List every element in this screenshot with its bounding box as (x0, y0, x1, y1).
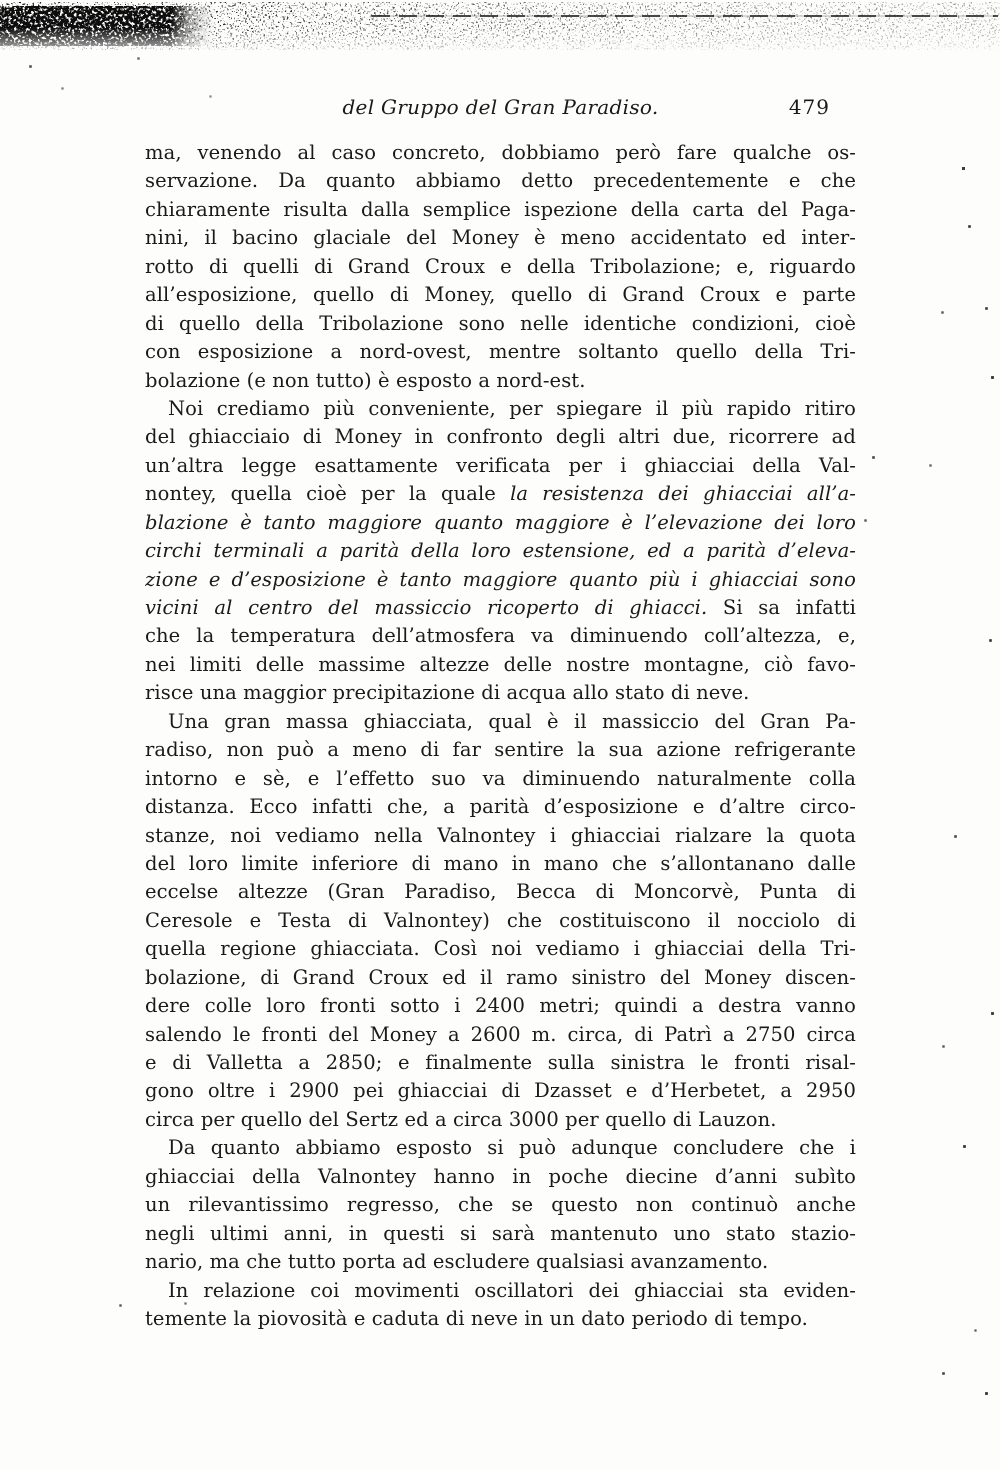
text-segment: Una gran massa ghiacciata, qual è il massiccio del Gran Pa- (168, 709, 856, 733)
text-segment: del loro limite inferiore di mano in mano che s’allontanano dalle (145, 851, 856, 875)
text-line (145, 1106, 856, 1134)
scan-specks (0, 0, 1, 1)
text-line (145, 1191, 856, 1219)
text-line (145, 224, 856, 252)
text-line (145, 566, 856, 594)
text-line (145, 1305, 856, 1333)
running-header (145, 95, 856, 121)
text-segment: del ghiacciaio di Money in confronto degli altri due, ricorrere ad (145, 425, 856, 449)
text-line (145, 651, 856, 679)
text-segment: nontey, quella cioè per la quale (145, 482, 511, 506)
text-segment: salendo le fronti del Money a 2600 m. circa, di Patrì a 2750 circa (145, 1022, 856, 1046)
text-line (145, 196, 856, 224)
page-text (145, 139, 856, 1333)
running-title: del Gruppo del Gran Paradiso. (342, 95, 659, 119)
scan-noise-band (0, 0, 1000, 64)
text-segment: Si sa infatti (707, 596, 856, 619)
text-line (145, 253, 856, 281)
text-segment: distanza. Ecco infatti che, a parità d’esposizione e d’altre circo- (145, 795, 856, 819)
text-segment: eccelse altezze (Gran Paradiso, Becca di Moncorvè, Punta di (145, 880, 856, 904)
text-segment: risce una maggior precipitazione di acqua allo stato di neve. (145, 681, 750, 705)
text-line (145, 509, 856, 537)
text-line (145, 594, 856, 622)
italic-text-segment: blazione è tanto maggiore quanto maggiore è l’elevazione dei loro (145, 510, 856, 534)
text-line (145, 281, 856, 309)
text-segment: circa per quello del Sertz ed a circa 3000 per quello di Lauzon. (145, 1107, 777, 1131)
text-segment: nario, ma che tutto porta ad escludere qualsiasi avanzamento. (145, 1250, 769, 1274)
text-segment: bolazione (e non tutto) è esposto a nord-est. (145, 368, 586, 392)
text-line (145, 708, 856, 736)
text-line (145, 878, 856, 906)
text-segment: e di Valletta a 2850; e finalmente sulla sinistra le fronti risal- (145, 1051, 856, 1074)
text-line (145, 679, 856, 707)
text-segment: un’altra legge esattamente verificata per i ghiacciai della Val- (145, 453, 856, 477)
text-segment: ma, venendo al caso concreto, dobbiamo però fare qualche os- (145, 141, 856, 164)
text-segment: che la temperatura dell’atmosfera va diminuendo coll’altezza, e, (145, 624, 856, 648)
text-line (145, 452, 856, 480)
text-segment: all’esposizione, quello di Money, quello di Grand Croux e parte (145, 283, 856, 307)
text-line (145, 139, 856, 167)
text-line (145, 480, 856, 508)
text-segment: gono oltre i 2900 pei ghiacciai di Dzasset e d’Herbetet, a 2950 (145, 1079, 856, 1103)
text-line (145, 1248, 856, 1276)
text-line (145, 537, 856, 565)
text-line (145, 1049, 856, 1077)
text-segment: Da quanto abbiamo esposto si può adunque concludere che i (168, 1136, 856, 1160)
text-line (145, 850, 856, 878)
text-line (145, 1277, 856, 1305)
text-line (145, 1021, 856, 1049)
text-line (145, 907, 856, 935)
text-line (145, 1220, 856, 1248)
text-segment: stanze, noi vediamo nella Valnontey i ghiacciai rialzare la quota (145, 823, 856, 847)
text-line (145, 765, 856, 793)
text-segment: temente la piovosità e caduta di neve in un dato periodo di tempo. (145, 1306, 808, 1330)
text-segment: In relazione coi movimenti oscillatori dei ghiacciai sta eviden- (168, 1278, 856, 1302)
text-segment: dere colle loro fronti sotto i 2400 metri; quindi a destra vanno (145, 994, 856, 1018)
text-line (145, 338, 856, 366)
page-number: 479 (788, 95, 830, 119)
text-segment: nini, il bacino glaciale del Money è meno accidentato ed inter- (145, 226, 856, 250)
text-line (145, 964, 856, 992)
italic-text-segment: zione e d’esposizione è tanto maggiore quanto più i ghiacciai sono (145, 567, 856, 591)
text-segment: nei limiti delle massime altezze delle nostre montagne, ciò favo- (145, 652, 856, 676)
italic-text-segment: vicini al centro del massiccio ricoperto di ghiacci. (145, 596, 708, 619)
text-line (145, 822, 856, 850)
text-segment: un rilevantissimo regresso, che se questo non continuò anche (145, 1193, 856, 1217)
text-segment: con esposizione a nord-ovest, mentre soltanto quello della Tri- (145, 340, 856, 364)
italic-text-segment: la resistenza dei ghiacciai all’a- (510, 482, 856, 506)
text-segment: ghiacciai della Valnontey hanno in poche diecine d’anni subìto (145, 1164, 856, 1188)
text-segment: chiaramente risulta dalla semplice ispezione della carta del Paga- (145, 197, 856, 221)
text-line (145, 310, 856, 338)
text-line (145, 367, 856, 395)
text-segment: di quello della Tribolazione sono nelle identiche condizioni, cioè (145, 311, 856, 335)
text-segment: negli ultimi anni, in questi si sarà mantenuto uno stato stazio- (145, 1221, 856, 1245)
text-line (145, 1134, 856, 1162)
text-line (145, 1163, 856, 1191)
text-segment: Noi crediamo più conveniente, per spiegare il più rapido ritiro (168, 396, 856, 420)
text-line (145, 395, 856, 423)
text-line (145, 992, 856, 1020)
text-segment: rotto di quelli di Grand Croux e della Tribolazione; e, riguardo (145, 254, 856, 278)
text-segment: Ceresole e Testa di Valnontey) che costituiscono il nocciolo di (145, 908, 856, 932)
text-segment: intorno e sè, e l’effetto suo va diminuendo naturalmente colla (145, 766, 856, 790)
italic-text-segment: circhi terminali a parità della loro estensione, ed a parità d’eleva- (145, 539, 856, 563)
text-line (145, 736, 856, 764)
text-segment: radiso, non può a meno di far sentire la sua azione refrigerante (145, 738, 856, 762)
text-segment: servazione. Da quanto abbiamo detto precedentemente e che (145, 169, 856, 193)
text-line (145, 793, 856, 821)
text-line (145, 423, 856, 451)
text-line (145, 622, 856, 650)
scan-streak-line (372, 15, 998, 17)
text-line (145, 935, 856, 963)
text-line (145, 1077, 856, 1105)
text-segment: bolazione, di Grand Croux ed il ramo sinistro del Money discen- (145, 965, 856, 989)
text-line (145, 167, 856, 195)
text-segment: quella regione ghiacciata. Così noi vediamo i ghiacciai della Tri- (145, 937, 856, 961)
